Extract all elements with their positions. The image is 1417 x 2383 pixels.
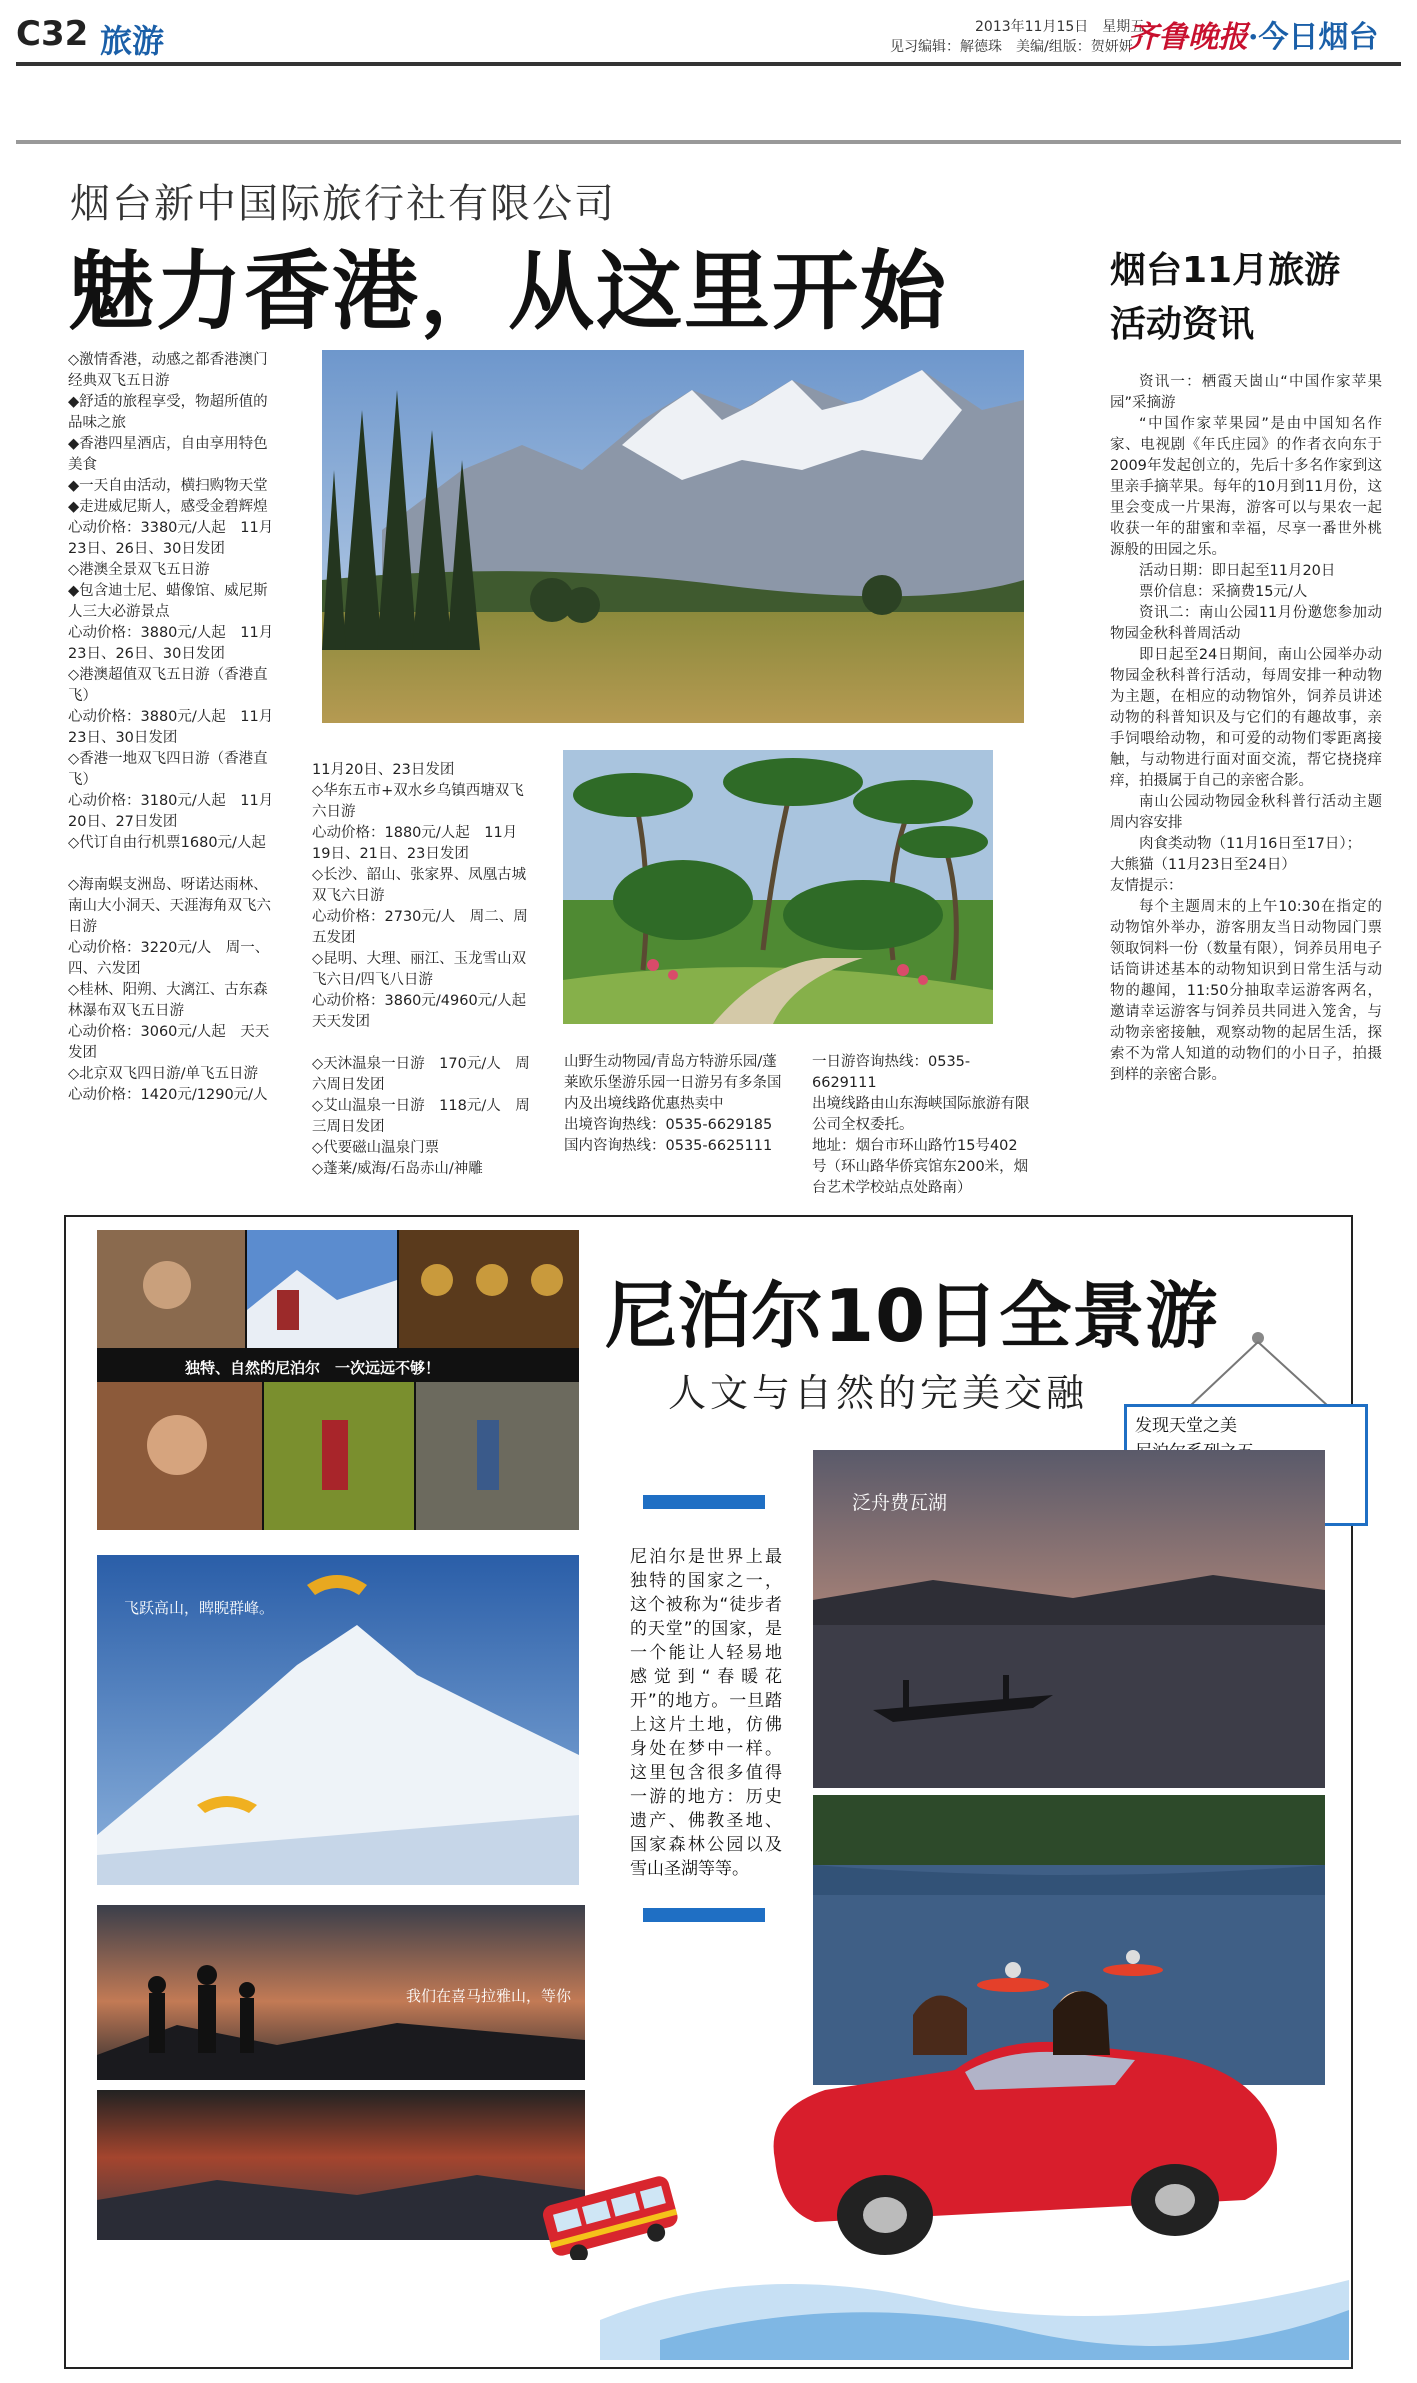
- tour-item: ◆走进威尼斯人，感受金碧辉煌: [68, 499, 268, 515]
- brand-logo-text: 齐鲁晚报: [1128, 20, 1248, 55]
- sidebar-paragraph: 资讯一：栖霞天崮山“中国作家苹果园”采摘游: [1110, 374, 1382, 411]
- tour-price: 心动价格：3880元/人起 11月23日、26日、30日发团: [68, 625, 274, 662]
- palm-garden-photo: [563, 750, 993, 1024]
- tour-item: ◇代订自由行机票1680元/人起: [68, 835, 266, 851]
- tour-item: ◇蓬莱/威海/石岛赤山/神雕: [312, 1161, 483, 1177]
- sidebar-paragraph: 票价信息：采摘费15元/人: [1139, 584, 1308, 600]
- tour-item: ◇北京双飞四日游/单飞五日游: [68, 1066, 259, 1082]
- tour-item: ◇桂林、阳朔、大漓江、古东森林瀑布双飞五日游: [68, 982, 268, 1019]
- tour-item: ◇激情香港，动感之都香港澳门经典双飞五日游: [68, 352, 268, 389]
- tour-item: ◇海南蜈支洲岛、呀诺达雨林、南山大小洞天、天涯海角双飞六日游: [68, 877, 271, 935]
- section-name: 旅游: [100, 22, 165, 60]
- sidebar-title: 烟台11月旅游活动资讯: [1110, 250, 1341, 345]
- tour-price: 心动价格：3880元/人起 11月23日、30日发团: [68, 709, 274, 746]
- sidebar-paragraph: 资讯二：南山公园11月份邀您参加动物园金秋科普周活动: [1110, 605, 1382, 642]
- advertiser-name: 烟台新中国际旅行社有限公司: [70, 181, 616, 227]
- editor-credits: 见习编辑：解德珠 美编/组版：贺妍妍: [890, 39, 1133, 55]
- red-convertible-illustration: [735, 1960, 1290, 2290]
- tour-item: ◆一天自由活动，横扫购物天堂: [68, 478, 268, 494]
- sidebar-body: [1110, 372, 1382, 1086]
- mountain-dusk-photo: [97, 2090, 585, 2240]
- page-headline: 魅力香港，从这里开始: [68, 242, 948, 342]
- phone-domestic: 国内咨询热线：0535-6625111: [564, 1138, 773, 1154]
- tour-item: ◆包含迪士尼、蜡像馆、威尼斯人三大必游景点: [68, 583, 268, 620]
- sidebar-paragraph: “中国作家苹果园”是由中国知名作家、电视剧《年氏庄园》的作者衣向东于2009年发起创立的，先后十多名作家到这里亲手摘苹果。每年的10月到11月份，这里会变成一片果海，游客可以与果农一起收获一年的甜蜜和幸福，尽享一番世外桃源般的田园之乐。: [1110, 416, 1382, 558]
- sidebar-paragraph: 即日起至24日期间，南山公园举办动物园金秋科普行活动，每周安排一种动物为主题，在相应的动物馆外，饲养员讲述动物的科普知识及与它们的有趣故事，亲手饲喂给动物，和可爱的动物们零距离接触，与动物进行面对面交流，帮它挠挠痒痒，拍摄属于自己的亲密合影。: [1110, 647, 1382, 789]
- mountain-meadow-photo: [322, 350, 1024, 723]
- tour-item: ◆香港四星酒店，自由享用特色美食: [68, 436, 268, 473]
- sidebar-paragraph: 大熊猫（11月23日至24日）: [1110, 857, 1296, 873]
- tour-price: 心动价格：1880元/人起 11月19日、21日、23日发团: [312, 825, 518, 862]
- tour-price: 心动价格：1420元/1290元/人: [68, 1087, 268, 1103]
- sidebar-paragraph: 友情提示：: [1110, 878, 1183, 894]
- hotline-line: 发现天堂之美: [1135, 1416, 1237, 1436]
- tour-item: ◇港澳超值双飞五日游（香港直飞）: [68, 667, 268, 704]
- tour-item: ◆舒适的旅程享受，物超所值的品味之旅: [68, 394, 268, 431]
- sign-string: [1180, 1330, 1330, 1410]
- tour-item: ◇香港一地双飞四日游（香港直飞）: [68, 751, 268, 788]
- accent-bar: [643, 1908, 765, 1922]
- phone-daytrip: 一日游咨询热线：0535-6629111: [812, 1054, 971, 1091]
- sidebar-paragraph: 南山公园动物园金秋科普行活动主题周内容安排: [1110, 794, 1382, 831]
- tour-item: ◇长沙、韶山、张家界、凤凰古城双飞六日游: [312, 867, 527, 904]
- tour-item: ◇代要磁山温泉门票: [312, 1140, 440, 1156]
- agency-address: 地址：烟台市环山路竹15号402号（环山路华侨宾馆东200米，烟台艺术学校站点处路南）: [812, 1138, 1029, 1196]
- agency-note: 出境线路由山东海峡国际旅游有限公司全权委托。: [812, 1096, 1030, 1133]
- issue-date: 2013年11月15日 星期五: [975, 19, 1145, 35]
- sidebar-paragraph: 每个主题周末的上午10:30在指定的动物馆外举办，游客朋友当日动物园门票领取饲料一份（数量有限），饲养员用电子话筒讲述基本的动物知识到日常生活与动物的趣闻，11:50分抽取幸运游客两名，邀请幸运游客与饲养员共同进入笼舍，与动物亲密接触，观察动物的起居生活，探索不为常人知道的动物们的小日子，拍摄到样的亲密合影。: [1110, 899, 1382, 1083]
- lake-caption: 泛舟费瓦湖: [852, 1492, 948, 1514]
- tour-price: 心动价格：3380元/人起 11月23日、26日、30日发团: [68, 520, 274, 557]
- tour-item: ◇港澳全景双飞五日游: [68, 562, 210, 578]
- tour-list-column-1: [68, 350, 282, 1106]
- contact-column-1: [564, 1052, 786, 1157]
- tour-list-column-2: [312, 760, 532, 1180]
- page-number: C32: [16, 14, 89, 54]
- nepal-description: 尼泊尔是世界上最独特的国家之一，这个被称为“徒步者的天堂”的国家，是一个能让人轻易地感觉到“春暖花开”的地方。一旦踏上这片土地，仿佛身处在梦中一样。这里包含很多值得一游的地方：历史遗产、佛教圣地、国家森林公园以及雪山圣湖等等。: [630, 1547, 782, 1879]
- sidebar-paragraph: 活动日期：即日起至11月20日: [1139, 563, 1336, 579]
- tour-item: ◇昆明、大理、丽江、玉龙雪山双飞六日/四飞八日游: [312, 951, 527, 988]
- tour-item: ◇艾山温泉一日游 118元/人 周三周日发团: [312, 1098, 530, 1135]
- accent-bar: [643, 1495, 765, 1509]
- newspaper-brand: [1128, 12, 1378, 56]
- tour-item: 11月20日、23日发团: [312, 762, 455, 778]
- header-rule-lower: [16, 140, 1401, 144]
- sidebar-paragraph: 肉食类动物（11月16日至17日）；: [1139, 836, 1362, 852]
- tour-price: 心动价格：3220元/人 周一、四、六发团: [68, 940, 270, 977]
- tour-price: 心动价格：3860元/4960元/人起天天发团: [312, 993, 527, 1030]
- brand-edition: ·今日烟台: [1248, 20, 1379, 55]
- header-rule: [16, 62, 1401, 66]
- tour-item: ◇华东五市+双水乡乌镇西塘双飞六日游: [312, 783, 524, 820]
- tour-price: 心动价格：3180元/人起 11月20日、27日发团: [68, 793, 274, 830]
- tour-price: 心动价格：3060元/人起 天天发团: [68, 1024, 270, 1061]
- tour-price: 心动价格：2730元/人 周二、周五发团: [312, 909, 528, 946]
- nepal-slogan: 独特、自然的尼泊尔 一次远远不够！: [185, 1359, 441, 1377]
- tour-item: ◇天沐温泉一日游 170元/人 周六周日发团: [312, 1056, 530, 1093]
- himalaya-caption: 我们在喜马拉雅山，等你: [406, 1987, 572, 2005]
- contact-column-2: [812, 1052, 1032, 1199]
- nepal-subtitle: 人文与自然的完美交融: [668, 1371, 1089, 1415]
- nepal-title: 尼泊尔10日全景游: [605, 1274, 1219, 1358]
- nepal-collage: [97, 1230, 579, 1530]
- phone-outbound: 出境咨询热线：0535-6629185: [564, 1117, 773, 1133]
- paragliding-caption: 飞跃高山，睥睨群峰。: [124, 1599, 275, 1617]
- tour-item: 山野生动物园/青岛方特游乐园/蓬莱欧乐堡游乐园一日游另有多条国内及出境线路优惠热卖中: [564, 1054, 782, 1112]
